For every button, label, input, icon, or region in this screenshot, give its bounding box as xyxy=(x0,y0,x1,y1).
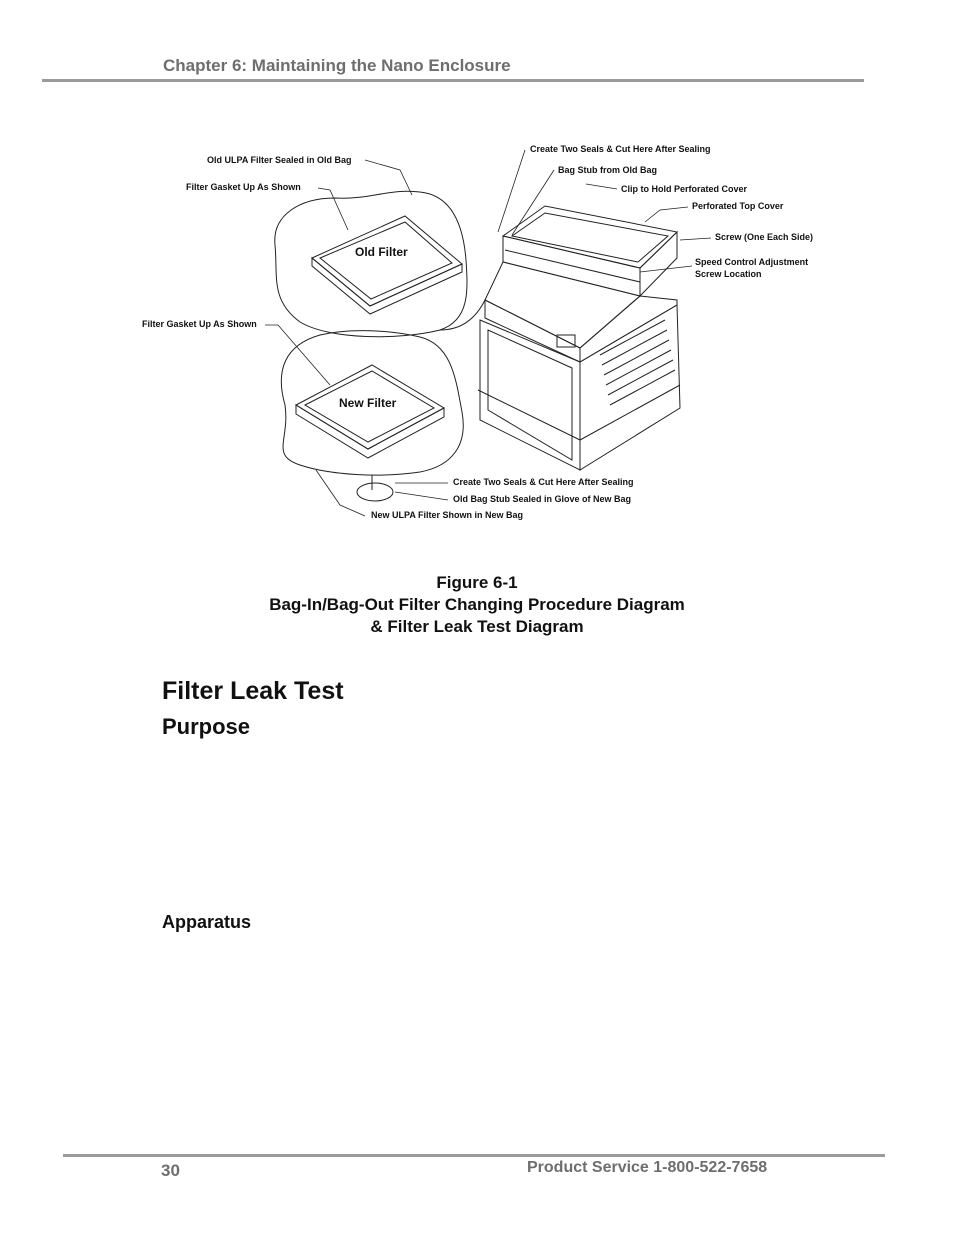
bag-in-bag-out-diagram xyxy=(130,130,830,550)
footer-rule xyxy=(63,1154,885,1157)
old-filter-drawing xyxy=(312,216,462,314)
caption-line-3: & Filter Leak Test Diagram xyxy=(370,617,584,636)
old-bag-outline xyxy=(275,191,467,337)
label-new-filter: New Filter xyxy=(339,396,397,410)
header-rule xyxy=(42,79,864,82)
new-bag-stub xyxy=(357,483,393,501)
label-clip: Clip to Hold Perforated Cover xyxy=(621,184,748,194)
label-perforated-cover: Perforated Top Cover xyxy=(692,201,784,211)
caption-line-1: Figure 6-1 xyxy=(436,573,518,592)
label-bag-stub: Bag Stub from Old Bag xyxy=(558,165,657,175)
label-old-filter: Old Filter xyxy=(355,245,408,259)
label-seals-top: Create Two Seals & Cut Here After Sealing xyxy=(530,144,711,154)
product-service-phone: Product Service 1-800-522-7658 xyxy=(527,1159,768,1176)
figure-diagram xyxy=(130,130,830,550)
label-seals-bottom: Create Two Seals & Cut Here After Sealing xyxy=(453,477,634,487)
label-gasket-mid: Filter Gasket Up As Shown xyxy=(142,319,257,329)
label-old-stub-glove: Old Bag Stub Sealed in Glove of New Bag xyxy=(453,494,632,504)
label-screw: Screw (One Each Side) xyxy=(715,232,814,242)
label-old-ulpa: Old ULPA Filter Sealed in Old Bag xyxy=(207,155,352,165)
apparatus-heading: Apparatus xyxy=(162,912,252,932)
label-gasket-top: Filter Gasket Up As Shown xyxy=(186,182,301,192)
label-speed-control-1: Speed Control Adjustment xyxy=(695,257,809,267)
label-new-ulpa: New ULPA Filter Shown in New Bag xyxy=(371,510,524,520)
new-filter-drawing xyxy=(296,365,444,458)
caption-line-2: Bag-In/Bag-Out Filter Changing Procedure Diagram xyxy=(269,595,685,614)
purpose-heading: Purpose xyxy=(162,714,251,739)
figure-caption xyxy=(0,572,954,638)
chapter-header: Chapter 6: Maintaining the Nano Enclosure xyxy=(163,56,511,75)
label-speed-control-2: Screw Location xyxy=(695,269,762,279)
section-title: Filter Leak Test xyxy=(162,677,344,705)
enclosure-drawing xyxy=(478,206,680,470)
page-number: 30 xyxy=(161,1161,180,1180)
